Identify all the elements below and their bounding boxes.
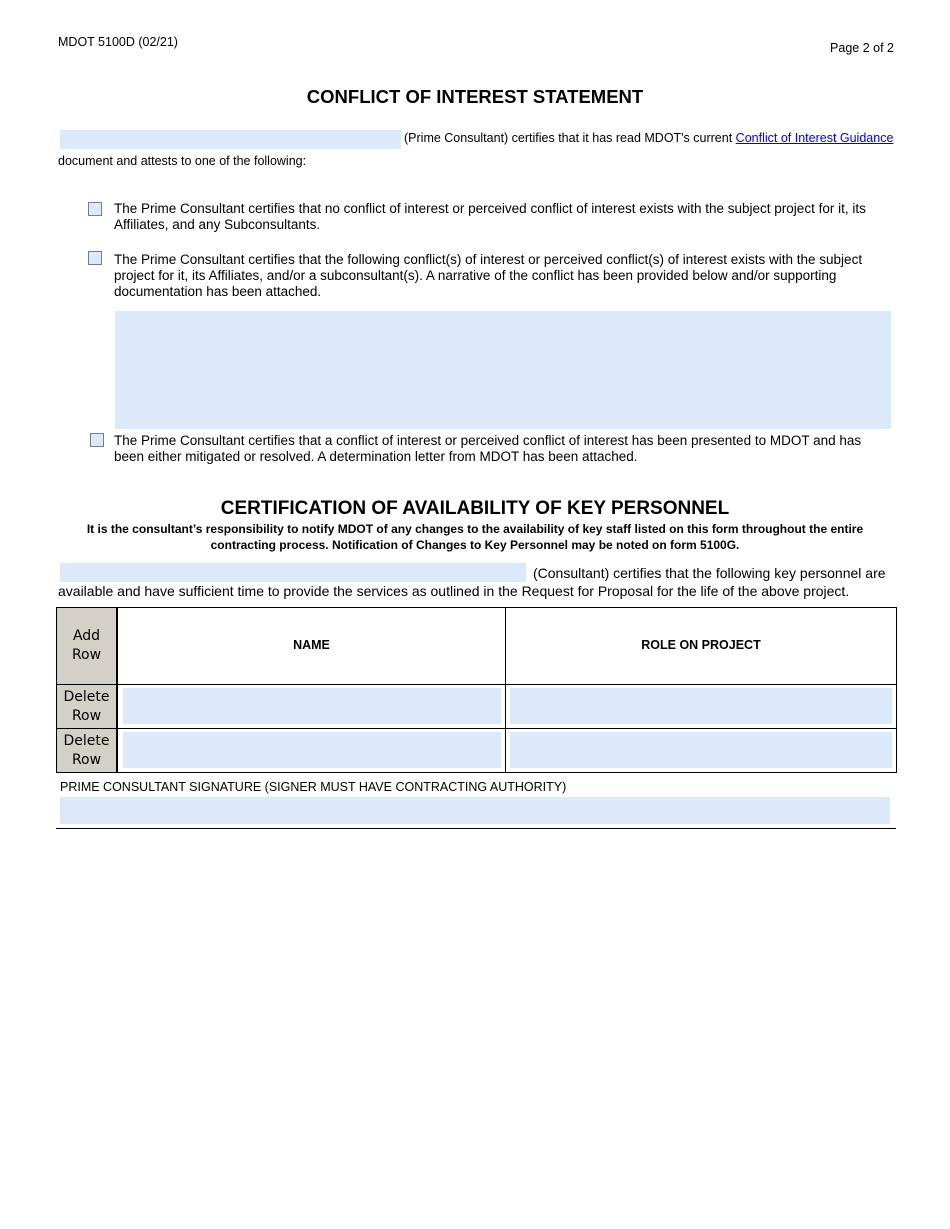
name-column-header: NAME (293, 638, 330, 652)
personnel-title: CERTIFICATION OF AVAILABILITY OF KEY PERSONNEL (220, 498, 730, 519)
signature-label: PRIME CONSULTANT SIGNATURE (SIGNER MUST HAVE CONTRACTING AUTHORITY) (60, 780, 567, 794)
consultant-field[interactable] (60, 563, 526, 582)
signature-field[interactable] (60, 797, 890, 824)
prime-consultant-field[interactable] (60, 130, 401, 149)
consultant-cert-text: (Consultant) certifies that the following key personnel are (533, 565, 886, 581)
name-field[interactable] (123, 732, 501, 768)
no-conflict-checkbox[interactable] (88, 202, 102, 216)
table-row-divider (56, 728, 897, 729)
key-personnel-table (56, 607, 897, 773)
table-button-divider (116, 607, 118, 773)
conflict-title: CONFLICT OF INTEREST STATEMENT (306, 86, 644, 107)
table-right-border (896, 607, 897, 773)
conflict-exists-checkbox[interactable] (88, 251, 102, 265)
no-conflict-text: The Prime Consultant certifies that no conflict of interest or perceived conflict of interest exists with the subject project for it, its Affiliates, and any Subconsultants. (114, 201, 866, 232)
delete-row-button[interactable]: Delete Row (57, 685, 116, 728)
intro-prefix: (Prime Consultant) certifies that it has read MDOT's current (404, 131, 736, 145)
responsibility-line2: contracting process. Notification of Changes to Key Personnel may be noted on form 5100G. (210, 537, 740, 552)
table-top-border (56, 607, 897, 608)
conflict-guidance-link[interactable]: Conflict of Interest Guidance (735, 131, 894, 145)
name-field[interactable] (123, 688, 501, 724)
table-column-divider (505, 607, 506, 773)
delete-row-button[interactable]: Delete Row (57, 729, 116, 772)
responsibility-notice (60, 522, 890, 553)
conflict-mitigated-text: The Prime Consultant certifies that a conflict of interest or perceived conflict of interest has been presented to MDOT and has been either mitigated or resolved. A determination letter from MDOT has been attached. (114, 433, 862, 464)
role-column-header: ROLE ON PROJECT (641, 638, 761, 652)
consultant-cert-line2: available and have sufficient time to provide the services as outlined in the Request for Proposal for the life of the above project. (58, 583, 850, 599)
form-id: MDOT 5100D (02/21) (58, 35, 178, 49)
role-field[interactable] (510, 732, 892, 768)
add-row-button[interactable]: Add Row (57, 608, 116, 684)
responsibility-line1: It is the consultant’s responsibility to notify MDOT of any changes to the availability of key staff listed on this form throughout the entire (86, 522, 864, 536)
intro-text (404, 131, 893, 145)
page-number: Page 2 of 2 (830, 41, 894, 55)
conflict-exists-text: The Prime Consultant certifies that the following conflict(s) of interest or perceived conflict(s) of interest exists with the subject project for it, its Affiliates, and/or a subconsultant(s). A narrative of the conflict has been provided below and/or supporting documentation has been attached. (114, 252, 863, 299)
table-header-divider (56, 684, 897, 685)
intro-line2: document and attests to one of the following: (58, 154, 307, 168)
role-field[interactable] (510, 688, 892, 724)
conflict-narrative-field[interactable] (115, 311, 891, 429)
conflict-mitigated-checkbox[interactable] (90, 433, 104, 447)
table-bottom-border (56, 772, 897, 773)
signature-line (56, 828, 896, 829)
